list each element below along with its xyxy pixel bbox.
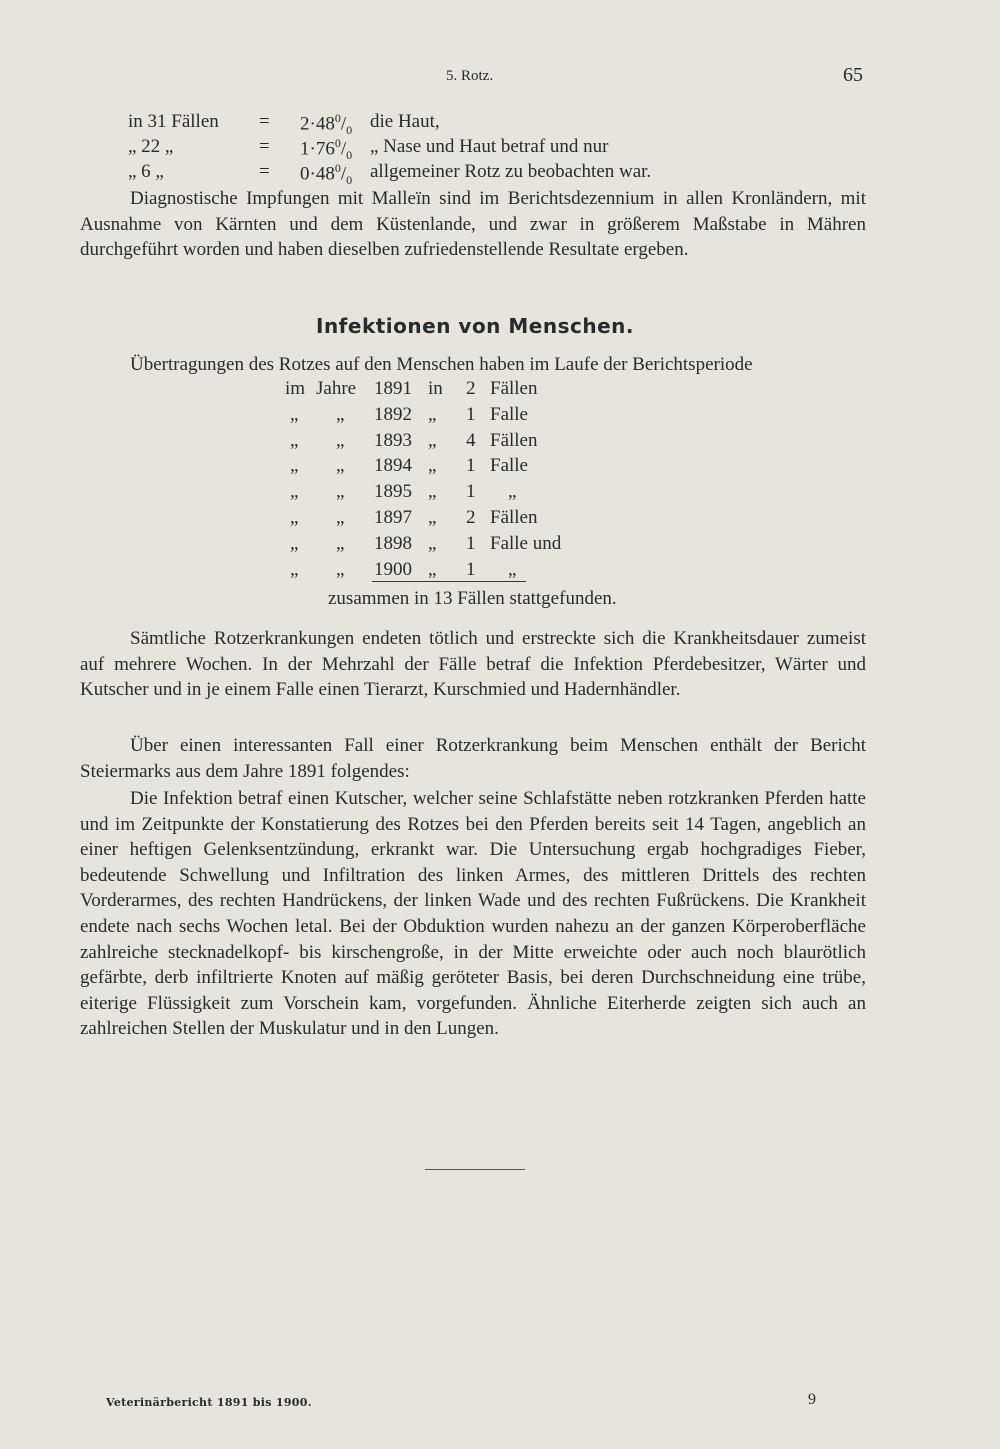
- footer-source: Veterinärbericht 1891 bis 1900.: [106, 1396, 312, 1409]
- total-line: zusammen in 13 Fällen stattgefunden.: [328, 588, 617, 609]
- ratio-text: „ Nase und Haut betraf und nur: [370, 136, 609, 157]
- ratio-text: allgemeiner Rotz zu beobachten war.: [370, 161, 652, 182]
- section-heading: Infektionen von Menschen.: [316, 314, 634, 338]
- running-header: 5. Rotz.: [446, 68, 494, 84]
- sum-rule: [372, 581, 526, 582]
- ratio-value: $1\cdot 76^0/_0$: [300, 136, 353, 163]
- ratio-equals: =: [259, 111, 270, 132]
- ratio-equals: =: [259, 161, 270, 182]
- ratio-value: $0\cdot 48^0/_0$: [300, 161, 353, 188]
- document-page: 5. Rotz. 65 in 31 Fällen = $2\cdot 48^0/_0$ die Haut, „ 22 „ = $1\cdot 76^0/_0$ „ Nase und Haut betraf und nur „ 6 „ = $0\cdot 48^0/_0$ allgemeiner Rotz zu beobachten war. Diagnostische Impfungen mit Malleïn sind im Berichtsdezennium in allen Kronländern, mit Ausnahme von Kärnten und dem Küstenlande, und zwar in größerem Maßstabe in Mähren durchgeführt worden und haben dieselben zufriedenstellende Resultate ergeben. Infektionen von Menschen. Übertragungen des Rotzes auf den Menschen haben im Laufe der Berichtsperiode im Jahre 1891 in 2 Fällen „ „ 1892 „ 1 Falle „ „ 1893 „ 4 Fällen „ „ 1894 „ 1 Falle „ „ 1895 „ 1 „ „ „ 1897 „ 2 Fällen „ „ 1898 „ 1 Falle und „ „ 1900 „ 1 „ zusammen in 13 Fällen stattgefunden. Sämtliche Rotzerkrankungen endeten tötlich und erstreckte sich die Krankheitsdauer zumeist auf mehrere Wochen. In der Mehrzahl der Fälle betraf die Infektion Pferdebesitzer, Wärter und Kutscher und in je einem Falle einen Tierarzt, Kurschmied und Hadernhändler. Über einen interessanten Fall einer Rotzerkrankung beim Menschen enthält der Bericht Steiermarks aus dem Jahre 1891 folgendes: Die Infektion betraf einen Kutscher, welcher seine Schlafstätte neben rotzkranken Pferden hatte und im Zeitpunkte der Konstatierung des Rotzes bei den Pferden bereits seit 14 Tagen, angeblich an einer heftigen Gelenksentzündung, erkrankt war. Die Untersuchung ergab hochgradiges Fieber, bedeutende Schwellung und Infiltration des linken Armes, des mittleren Drittels des rechten Vorderarmes, des rechten Handrückens, der linken Wade und des rechten Fußrückens. Die Krankheit endete nach sechs Wochen letal. Bei der Obduktion wurden nahezu an der ganzen Körperoberfläche zahlreiche stecknadelkopf- bis kirschengroße, in der Mitte erweichte oder auch noch blaurötlich gefärbte, derb infiltrierte Knoten auf mäßig geröteter Basis, bei deren Durchschneidung eine trübe, eiterige Flüssigkeit zum Vorschein kam, vorgefunden. Ähnliche Eiterherde zeigten sich auch an zahlreichen Stellen der Muskulatur und in den Lungen. Veterinärbericht 1891 bis 1900. 9: [0, 0, 1000, 1449]
- paragraph-transmission-intro: Übertragungen des Rotzes auf den Menschen haben im Laufe der Berichtsperiode: [130, 354, 753, 375]
- signature-mark: 9: [808, 1391, 816, 1408]
- ratio-value: $2\cdot 48^0/_0$: [300, 111, 353, 138]
- paragraph-styria-intro: Über einen interessanten Fall einer Rotzerkrankung beim Menschen enthält der Bericht Steiermarks aus dem Jahre 1891 folgendes:: [80, 735, 866, 782]
- paragraph-outcomes: Sämtliche Rotzerkrankungen endeten tötlich und erstreckte sich die Krankheitsdauer zumeist auf mehrere Wochen. In der Mehrzahl der Fälle betraf die Infektion Pferdebesitzer, Wärter und Kutscher und in je einem Falle einen Tierarzt, Kurschmied und Hadernhändler.: [80, 628, 866, 701]
- page-number: 65: [843, 64, 863, 86]
- paragraph-case-report: Die Infektion betraf einen Kutscher, welcher seine Schlafstätte neben rotzkranken Pferden hatte und im Zeitpunkte der Konstatierung des Rotzes bei den Pferden bereits seit 14 Tagen, angeblich an einer heftigen Gelenksentzündung, erkrankt war. Die Untersuchung ergab hochgradiges Fieber, bedeutende Schwellung und Infiltration des linken Armes, des mittleren Drittels des rechten Vorderarmes, des rechten Handrückens, der linken Wade und des rechten Fußrückens. Die Krankheit endete nach sechs Wochen letal. Bei der Obduktion wurden nahezu an der ganzen Körperoberfläche zahlreiche stecknadelkopf- bis kirschengroße, in der Mitte erweichte oder auch noch blaurötlich gefärbte, derb infiltrierte Knoten auf mäßig geröteter Basis, bei deren Durchschneidung eine trübe, eiterige Flüssigkeit zum Vorschein kam, vorgefunden. Ähnliche Eiterherde zeigten sich auch an zahlreichen Stellen der Muskulatur und in den Lungen.: [80, 788, 866, 1040]
- ratio-lead: „ 6 „: [128, 161, 164, 182]
- ratio-lead: in 31 Fällen: [128, 111, 219, 132]
- ratio-equals: =: [259, 136, 270, 157]
- ratio-text: die Haut,: [370, 111, 440, 132]
- paragraph-diagnostics: Diagnostische Impfungen mit Malleïn sind im Berichtsdezennium in allen Kronländern, mit Ausnahme von Kärnten und dem Küstenlande, und zwar in größerem Maßstabe in Mähren durchgeführt worden und haben dieselben zufriedenstellende Resultate ergeben.: [80, 188, 866, 261]
- end-rule: [425, 1169, 525, 1170]
- ratio-lead: „ 22 „: [128, 136, 174, 157]
